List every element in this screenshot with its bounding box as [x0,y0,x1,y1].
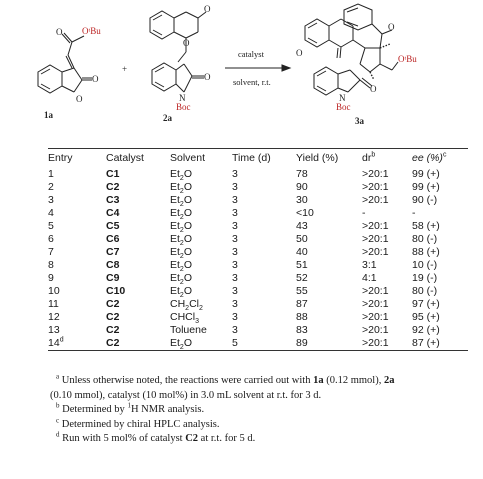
cell-entry: 4 [48,207,54,219]
cell-solvent: $Et_2O$ [170,207,192,222]
footnote-c-mark: c [56,416,60,424]
cell-time: 3 [232,259,238,271]
cell-ee: 19 (-) [412,272,438,284]
table-body [48,168,468,350]
cell-ee: 10 (-) [412,259,438,271]
header-ee-sup: c [442,151,447,159]
cell-dr: >20:1 [362,324,389,336]
compound-label-2a: 2a [163,113,172,123]
cell-ee: 95 (+) [412,311,440,323]
footnote-a-text1: Unless otherwise noted, the reactions were carried out with [61,375,314,386]
header-yield: Yield (%) [296,152,339,164]
cell-entry: 6 [48,233,54,245]
cell-time: 3 [232,311,238,323]
footnote-d-text2: at r.t. for 5 d. [198,433,256,444]
cell-cat: C2 [106,337,120,349]
cell-dr: >20:1 [362,220,389,232]
table-row [48,168,468,181]
oxindole-carbonyl-o: O [204,72,211,82]
chromone-carbonyl-o: O [204,4,211,14]
cell-time: 3 [232,233,238,245]
cell-solvent: $CH_2Cl_2$ [170,298,203,313]
footnote-b-text1: Determined by [62,404,128,415]
cell-ee: 90 (-) [412,194,438,206]
cell-yield: 40 [296,246,308,258]
arrow-label-catalyst: catalyst [238,49,264,59]
cell-cat: C7 [106,246,120,258]
cell-time: 5 [232,337,238,349]
cell-cat: C1 [106,168,120,180]
footnote-d-bold: C2 [185,433,199,444]
header-dr [362,149,412,168]
footnote-a [50,374,470,389]
cell-time: 3 [232,272,238,284]
cell-time: 3 [232,194,238,206]
cell-yield: 43 [296,220,308,232]
header-entry: Entry [48,152,73,164]
header-dr-text: dr [362,152,372,164]
cell-yield: 83 [296,324,308,336]
cell-yield: 51 [296,259,308,271]
reaction-scheme-drawing [0,0,483,135]
table-row [48,207,468,220]
cell-cat: C9 [106,272,120,284]
cell-entry: 12 [48,311,60,323]
cell-yield: 89 [296,337,308,349]
cell-yield: 55 [296,285,308,297]
cell-time: 3 [232,246,238,258]
cell-solvent: $Et_2O$ [170,233,192,248]
cell-dr: >20:1 [362,233,389,245]
footnote-b [50,403,470,418]
cell-dr: >20:1 [362,298,389,310]
cell-entry [48,337,106,350]
cell-entry: 7 [48,246,54,258]
cell-entry: 2 [48,181,54,193]
cell-dr: - [362,207,366,219]
footnote-a-bold2: 2a [383,375,395,386]
cell-cat: C2 [106,298,120,310]
header-dr-sup: b [371,151,376,159]
reaction-scheme [0,0,483,135]
table-footnotes [50,374,470,447]
cell-dr: 3:1 [362,259,377,271]
footnote-b-mark: b [56,401,60,410]
table-row [48,311,468,324]
results-table [48,148,468,351]
cell-cat: C5 [106,220,120,232]
cell-entry: 1 [48,168,54,180]
obu-label-3a: OᵗBu [398,54,417,64]
table-row [48,272,468,285]
product-lactone-o: O [388,22,395,32]
cell-solvent: $Et_2O$ [170,194,192,209]
footnote-a-text2: (0.12 mmol), [323,375,384,386]
cell-ee: - [412,207,416,219]
header-solvent: Solvent [170,152,206,164]
footnote-d-text1: Run with 5 mol% of catalyst [62,433,186,444]
table-row [48,324,468,337]
cell-solvent: $Et_2O$ [170,181,192,196]
cell-cat: C2 [106,324,120,336]
cell-ee: 92 (+) [412,324,440,336]
carbonyl-o-1a: O [92,74,99,84]
obu-label-1a: OᵗBu [82,26,101,36]
cell-entry: 11 [48,298,59,310]
cell-solvent: $Et_2O$ [170,337,192,352]
table-header-row [48,149,468,168]
cell-yield: 90 [296,181,308,193]
header-catalyst: Catalyst [106,152,144,164]
cell-ee: 58 (+) [412,220,440,232]
cell-time: 3 [232,220,238,232]
cell-cat: C4 [106,207,120,219]
table-row [48,233,468,246]
entry-number: 14 [48,337,60,349]
table-row [48,246,468,259]
table-row [48,194,468,207]
cell-yield: <10 [296,207,314,219]
cell-ee: 99 (+) [412,168,440,180]
footnote-a-bold1: 1a [313,375,324,386]
table-row [48,220,468,233]
footnote-a-mark: a [56,372,60,381]
cell-cat: C3 [106,194,120,206]
cell-dr: >20:1 [362,337,389,349]
cell-yield: 78 [296,168,308,180]
boc-label-3a: Boc [336,102,351,112]
footnote-b-sup: 1 [127,401,131,410]
table-row [48,337,468,350]
footnote-d-mark: d [56,430,60,439]
cell-solvent: $Et_2O$ [170,168,192,183]
header-time: Time (d) [232,152,271,164]
cell-yield: 88 [296,311,308,323]
header-ee-text: ee (%) [412,152,443,164]
cell-solvent: $Et_2O$ [170,272,192,287]
compound-label-3a: 3a [355,116,364,126]
cell-time: 3 [232,181,238,193]
cell-solvent: $Et_2O$ [170,220,192,235]
arrow-label-solvent: solvent, r.t. [233,77,271,87]
compound-label-1a: 1a [44,110,53,120]
plus-sign: + [122,64,128,74]
cell-entry: 10 [48,285,60,297]
optimization-table [48,149,468,350]
cell-dr: >20:1 [362,168,389,180]
product-ester-o: O [370,84,377,94]
chromone-ring-o: O [183,38,190,48]
n-label-3a: N [339,93,346,103]
cell-dr: >20:1 [362,285,389,297]
cell-cat: C2 [106,311,120,323]
cell-ee: 97 (+) [412,298,440,310]
cell-ee: 99 (+) [412,181,440,193]
cell-cat: C6 [106,233,120,245]
cell-entry: 8 [48,259,54,271]
cell-time: 3 [232,285,238,297]
cell-entry: 5 [48,220,54,232]
cell-ee: 88 (+) [412,246,440,258]
cell-dr: >20:1 [362,311,389,323]
table-row [48,259,468,272]
cell-solvent: Toluene [170,324,207,336]
cell-cat: C10 [106,285,126,297]
footnote-c-text: Determined by chiral HPLC analysis. [61,418,220,430]
cell-ee: 80 (-) [412,285,438,297]
cell-solvent: $Et_2O$ [170,285,192,300]
cell-solvent: $Et_2O$ [170,246,192,261]
cell-yield: 52 [296,272,308,284]
table-bottom-rule [48,350,468,351]
footnote-c [50,418,470,433]
n-label-2a: N [179,93,186,103]
cell-time: 3 [232,207,238,219]
cell-cat: C8 [106,259,120,271]
header-ee [412,149,468,168]
cell-entry: 13 [48,324,60,336]
cell-dr: >20:1 [362,194,389,206]
table-row [48,181,468,194]
footnote-a-cont: (0.10 mmol), catalyst (10 mol%) in 3.0 mL solvent at r.t. for 3 d. [50,389,322,401]
cell-yield: 50 [296,233,308,245]
cell-ee: 87 (+) [412,337,440,349]
cell-time: 3 [232,298,238,310]
cell-ee: 80 (-) [412,233,438,245]
ring-o-1a: O [76,94,83,104]
cell-solvent: $Et_2O$ [170,259,192,274]
entry-footnote-mark: d [59,336,64,344]
table-row [48,285,468,298]
product-ketone-o: O [296,48,303,58]
cell-dr: >20:1 [362,181,389,193]
cell-dr: 4:1 [362,272,377,284]
cell-time: 3 [232,168,238,180]
ester-o-1a: O [56,27,63,37]
cell-dr: >20:1 [362,246,389,258]
cell-solvent: CHCl$_3$ [170,311,199,326]
cell-yield: 87 [296,298,308,310]
cell-entry: 3 [48,194,54,206]
footnote-b-text2: H NMR analysis. [130,404,205,415]
cell-time: 3 [232,324,238,336]
cell-yield: 30 [296,194,308,206]
footnote-d [50,432,470,447]
cell-cat: C2 [106,181,120,193]
boc-label-2a: Boc [176,102,191,112]
table-row [48,298,468,311]
cell-entry: 9 [48,272,54,284]
